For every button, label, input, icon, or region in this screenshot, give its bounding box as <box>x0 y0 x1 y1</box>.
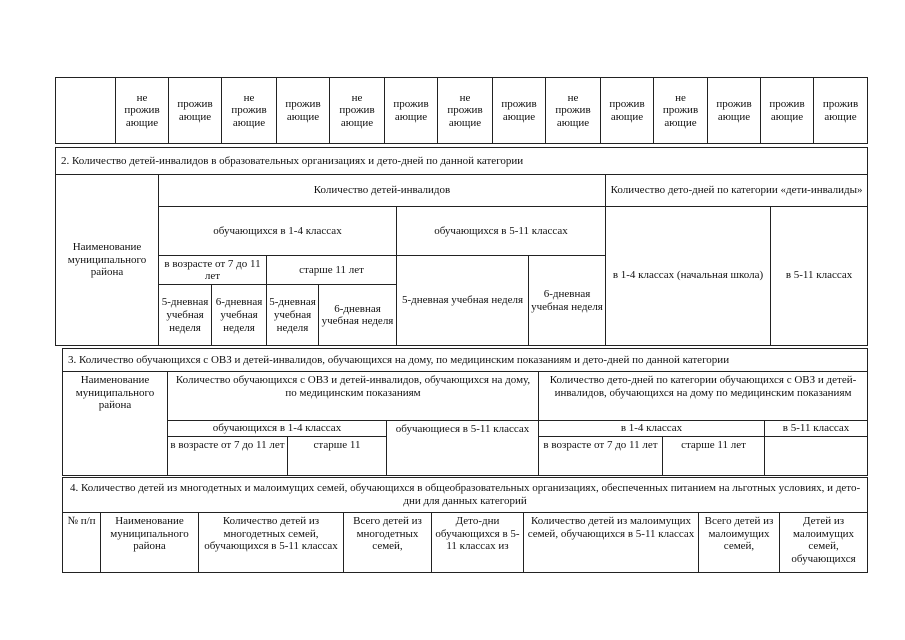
living-cell: прожив ающие <box>708 78 761 144</box>
table-row <box>56 206 868 256</box>
table-disabled-children <box>55 147 868 346</box>
living-cell: прожив ающие <box>277 78 330 144</box>
table-large-low-income-families <box>62 477 868 573</box>
older-11-header: старше 11 лет <box>267 256 397 285</box>
not-living-cell: не прожив ающие <box>654 78 708 144</box>
grades-1-4-header: обучающихся в 1-4 классах <box>159 206 397 256</box>
empty-cell <box>56 78 116 144</box>
table-home-schooling <box>62 348 868 476</box>
col-low-kids-header: Детей из малоимущих семей, обучающихся <box>780 513 868 573</box>
table-row <box>56 78 868 144</box>
five-day-cell: 5-дневная учебная неделя <box>159 285 212 346</box>
in-5-11-header: в 5-11 классах <box>765 421 868 437</box>
col-large-total-header: Всего детей из многодетных семей, <box>344 513 432 573</box>
not-living-cell: не прожив ающие <box>546 78 601 144</box>
district-header: Наименование муниципального района <box>56 175 159 346</box>
living-cell: прожив ающие <box>601 78 654 144</box>
not-living-cell: не прожив ающие <box>330 78 385 144</box>
living-cell: прожив ающие <box>169 78 222 144</box>
age-7-11-header: в возрасте от 7 до 11 лет <box>159 256 267 285</box>
table-row <box>63 478 868 513</box>
col-large-count-header: Количество детей из многодетных семей, обучающихся в 5-11 классах <box>199 513 344 573</box>
age-7-11-days-header: в возрасте от 7 до 11 лет <box>539 437 663 476</box>
grades-5-11-days-header: в 5-11 классах <box>771 206 868 345</box>
district-header: Наименование муниципального района <box>63 372 168 476</box>
six-day-cell: 6-дневная учебная неделя <box>319 285 397 346</box>
table-row <box>63 421 868 437</box>
section-4-title: 4. Количество детей из многодетных и малоимущих семей, обучающихся в общеобразовательных организациях, обеспеченных питанием на льготных условиях, и дето-дни для данных категорий <box>63 478 868 513</box>
empty-cell <box>765 437 868 476</box>
grades-1-4-header: обучающихся в 1-4 классах <box>168 421 387 437</box>
six-day-header: 6-дневная учебная неделя <box>529 256 606 346</box>
older-11-days-header: старше 11 лет <box>663 437 765 476</box>
count-header: Количество детей-инвалидов <box>159 175 606 206</box>
col-days-header: Дето-дни обучающихся в 5-11 классах из <box>432 513 524 573</box>
table-row <box>56 175 868 206</box>
table-row <box>63 349 868 372</box>
older-11-header: старше 11 <box>288 437 387 476</box>
primary-days-header: в 1-4 классах (начальная школа) <box>606 206 771 345</box>
five-day-cell: 5-дневная учебная неделя <box>267 285 319 346</box>
section-3-title: 3. Количество обучающихся с ОВЗ и детей-инвалидов, обучающихся на дому, по медицинским показаниям и дето-дней по данной категории <box>63 349 868 372</box>
count-header: Количество обучающихся с ОВЗ и детей-инвалидов, обучающихся на дому, по медицинским показаниям <box>168 372 539 421</box>
days-header: Количество дето-дней по категории «дети-инвалиды» <box>606 175 868 206</box>
grades-5-11-header: обучающихся в 5-11 классах <box>397 206 606 256</box>
living-cell: прожив ающие <box>493 78 546 144</box>
living-cell: прожив ающие <box>761 78 814 144</box>
col-low-count-header: Количество детей из малоимущих семей, обучающихся в 5-11 классах <box>524 513 699 573</box>
living-cell: прожив ающие <box>385 78 438 144</box>
table-residency <box>55 77 868 144</box>
col-district-header: Наименование муниципального района <box>101 513 199 573</box>
table-row <box>63 372 868 421</box>
not-living-cell: не прожив ающие <box>222 78 277 144</box>
living-cell: прожив ающие <box>814 78 868 144</box>
grades-5-11-header: обучающиеся в 5-11 классах <box>387 421 539 476</box>
table-row <box>56 148 868 175</box>
col-num-header: № п/п <box>63 513 101 573</box>
age-7-11-header: в возрасте от 7 до 11 лет <box>168 437 288 476</box>
table-row <box>63 513 868 573</box>
not-living-cell: не прожив ающие <box>438 78 493 144</box>
col-low-total-header: Всего детей из малоимущих семей, <box>699 513 780 573</box>
section-2-title: 2. Количество детей-инвалидов в образовательных организациях и дето-дней по данной категории <box>56 148 868 175</box>
five-day-header: 5-дневная учебная неделя <box>397 256 529 346</box>
in-1-4-header: в 1-4 классах <box>539 421 765 437</box>
days-header: Количество дето-дней по категории обучающихся с ОВЗ и детей-инвалидов, обучающихся на дому по медицинским показаниям <box>539 372 868 421</box>
six-day-cell: 6-дневная учебная неделя <box>212 285 267 346</box>
not-living-cell: не прожив ающие <box>116 78 169 144</box>
